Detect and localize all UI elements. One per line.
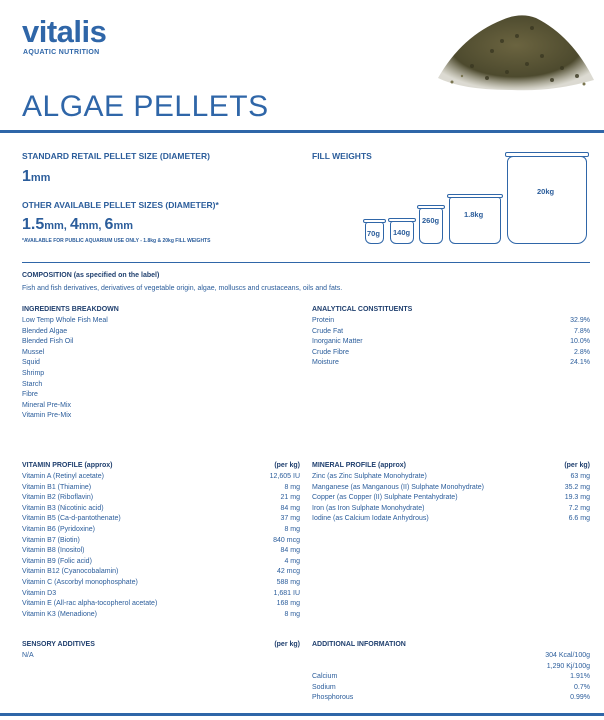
list-item: Mineral Pre-Mix bbox=[22, 401, 72, 409]
tub-70g: 70g bbox=[365, 222, 384, 244]
table-row: 304 Kcal/100g bbox=[545, 652, 590, 659]
additional-heading: ADDITIONAL INFORMATION bbox=[312, 641, 406, 648]
ingredients-list bbox=[22, 316, 292, 422]
vitamin-unit-heading: (per kg) bbox=[274, 462, 300, 469]
table-row: Vitamin B1 (Thiamine) 8 mg bbox=[22, 483, 300, 491]
page-title: ALGAE PELLETS bbox=[22, 90, 269, 123]
table-row: Vitamin K3 (Menadione) 8 mg bbox=[22, 610, 300, 618]
table-row: Copper (as Copper (II) Sulphate Pentahydrate) 19.3 mg bbox=[312, 494, 590, 502]
additional-list bbox=[312, 651, 590, 704]
pellet-pile-image bbox=[432, 6, 600, 92]
table-row: Vitamin B9 (Folic acid) 4 mg bbox=[22, 557, 300, 565]
composition-heading: COMPOSITION (as specified on the label) bbox=[22, 272, 160, 279]
mineral-header-row bbox=[312, 462, 590, 469]
tub-140g: 140g bbox=[390, 221, 414, 244]
brand-logo: vitalis bbox=[22, 14, 107, 49]
mineral-unit-heading: (per kg) bbox=[564, 462, 590, 469]
divider bbox=[22, 262, 590, 263]
list-item: Shrimp bbox=[22, 369, 45, 377]
table-row: Vitamin D3 1,681 IU bbox=[22, 589, 300, 597]
analytical-heading: ANALYTICAL CONSTITUENTS bbox=[312, 306, 413, 313]
table-row: Vitamin C (Ascorbyl monophosphate) 588 mg bbox=[22, 578, 300, 586]
list-item: Vitamin Pre-Mix bbox=[22, 412, 72, 420]
table-row: 1,290 Kj/100g bbox=[546, 662, 590, 670]
brand-tagline: AQUATIC NUTRITION bbox=[23, 49, 100, 56]
list-item: Blended Algae bbox=[22, 327, 68, 335]
sensory-heading: SENSORY ADDITIVES bbox=[22, 641, 95, 648]
vitamin-list bbox=[22, 472, 300, 620]
table-row: Protein 32.9% bbox=[312, 317, 590, 324]
pellet-size-value: 1mm bbox=[22, 168, 51, 185]
table-row: Crude Fat 7.8% bbox=[312, 327, 590, 335]
tub-20kg: 20kg bbox=[507, 156, 587, 244]
list-item: Blended Fish Oil bbox=[22, 338, 74, 346]
table-row: Crude Fibre 2.8% bbox=[312, 348, 590, 356]
tub-260g: 260g bbox=[419, 208, 443, 244]
sensory-header-row bbox=[22, 641, 300, 648]
table-row: Phosphorous 0.99% bbox=[312, 694, 590, 702]
other-sizes-note: *AVAILABLE FOR PUBLIC AQUARIUM USE ONLY - 1.8kg & 20kg FILL WEIGHTS bbox=[22, 238, 211, 244]
table-row: Iron (as Iron Sulphate Monohydrate) 7.2 mg bbox=[312, 504, 590, 512]
composition-text: Fish and fish derivatives, derivatives of vegetable origin, algae, molluscs and crustaceans, oils and fats. bbox=[22, 285, 343, 292]
table-row: Vitamin B5 (Ca-d-pantothenate) 37 mg bbox=[22, 515, 300, 523]
footer-rule bbox=[0, 713, 604, 716]
other-sizes-heading: OTHER AVAILABLE PELLET SIZES (DIAMETER)* bbox=[22, 200, 219, 210]
vitamin-heading: VITAMIN PROFILE (approx) bbox=[22, 462, 113, 469]
analytical-list bbox=[312, 316, 590, 369]
table-row: Vitamin A (Retinyl acetate) 12,605 IU bbox=[22, 473, 300, 480]
mineral-list bbox=[312, 472, 590, 525]
list-item: Squid bbox=[22, 359, 40, 367]
pellet-size-heading: STANDARD RETAIL PELLET SIZE (DIAMETER) bbox=[22, 151, 210, 161]
table-row: Calcium 1.91% bbox=[312, 673, 590, 681]
table-row: Vitamin B2 (Riboflavin) 21 mg bbox=[22, 494, 300, 502]
list-item: Low Temp Whole Fish Meal bbox=[22, 317, 108, 324]
other-sizes-value: 1.5mm, 4mm, 6mm bbox=[22, 216, 133, 233]
list-item: Starch bbox=[22, 380, 43, 388]
table-row: Vitamin B8 (Inositol) 84 mg bbox=[22, 547, 300, 555]
table-row: Inorganic Matter 10.0% bbox=[312, 338, 590, 346]
ingredients-heading: INGREDIENTS BREAKDOWN bbox=[22, 306, 119, 313]
fill-weights-heading: FILL WEIGHTS bbox=[312, 151, 372, 161]
header-rule bbox=[0, 130, 604, 133]
table-row: Moisture 24.1% bbox=[312, 359, 590, 367]
table-row: Vitamin B7 (Biotin) 840 mcg bbox=[22, 536, 300, 544]
tub-1-8kg: 1.8kg bbox=[449, 197, 501, 244]
table-row: Manganese (as Manganous (II) Sulphate Monohydrate) 35.2 mg bbox=[312, 483, 590, 491]
vitamin-header-row bbox=[22, 462, 300, 469]
list-item: Fibre bbox=[22, 391, 38, 399]
table-row: Vitamin B12 (Cyanocobalamin) 42 mcg bbox=[22, 568, 300, 576]
table-row: Sodium 0.7% bbox=[312, 683, 590, 691]
table-row: Iodine (as Calcium Iodate Anhydrous) 6.6 mg bbox=[312, 515, 590, 523]
list-item: Mussel bbox=[22, 348, 45, 356]
table-row: Vitamin B3 (Nicotinic acid) 84 mg bbox=[22, 504, 300, 512]
table-row: Vitamin B6 (Pyridoxine) 8 mg bbox=[22, 525, 300, 533]
sensory-unit-heading: (per kg) bbox=[274, 641, 300, 648]
table-row: Vitamin E (All-rac alpha-tocopherol acetate) 168 mg bbox=[22, 600, 300, 608]
sensory-value: N/A bbox=[22, 652, 34, 659]
table-row: Zinc (as Zinc Sulphate Monohydrate) 63 mg bbox=[312, 473, 590, 480]
mineral-heading: MINERAL PROFILE (approx) bbox=[312, 462, 406, 469]
